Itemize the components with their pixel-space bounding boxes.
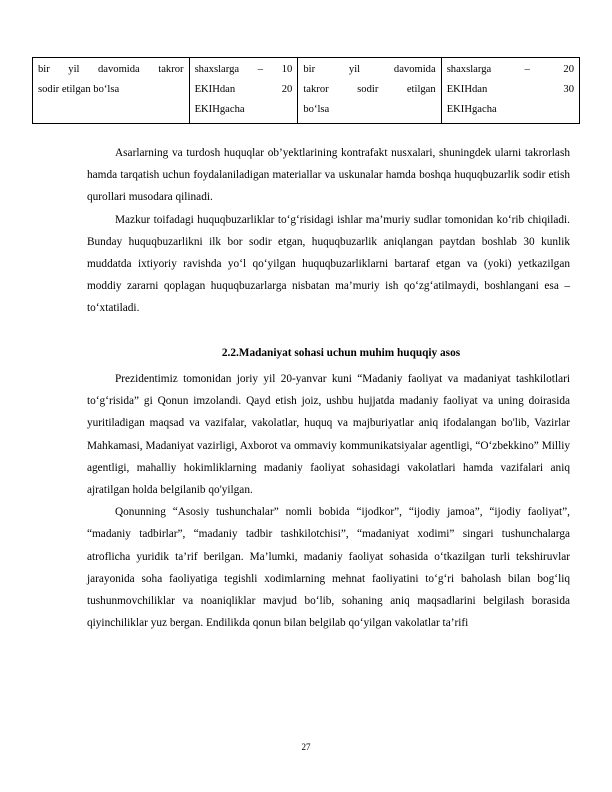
section-heading: 2.2.Madaniyat sohasi uchun muhim huquqiy asos [221,347,461,359]
paragraph: Mazkur toifadagi huquqbuzarliklar to‘g‘risidagi ishlar ma’muriy sudlar tomonidan ko‘rib chiqiladi. Bunday huquqbuzarlikni ilk bor sodir etgan, huquqbuzarlik aniqlangan paytdan boshlab 30 kunlik muddatda ixtiyoriy ravishda yo‘l qo‘yilgan huquqbuzarliklarni bartaraf etgan va (yoki) yetkazilgan moddiy zararni qoplagan huquqbuzarlarga nisbatan ma’muriy ish qo‘zg‘atilmaydi, boshlangani esa – to‘xtatiladi. [87,213,570,315]
table-cell [33,58,190,124]
cell-line: EKIHdan 30 [446,84,574,95]
table-cell [441,58,579,124]
cell-line: sodir etilgan bo‘lsa [38,84,120,95]
page-number: 27 [301,742,311,752]
paragraph: Asarlarning va turdosh huquqlar ob’yektlarining kontrafakt nusxalari, shuningdek ularni takrorlash hamda tarqatish uchun foydalaniladigan materiallar va uskunalar hamda boshqa huquqbuzarlik sodir etish qurollari musodara qilinadi. [87,147,570,204]
cell-line: bo‘lsa [303,104,330,115]
paragraph: Prezidentimiz tomonidan joriy yil 20-yanvar kuni “Madaniy faoliyat va madaniyat tashkilotlari to‘g‘risida” gi Qonun imzolandi. Qayd etish joiz, ushbu hujjatda madaniy faoliyat va uning doirasida yuritiladigan maqsad va vazifalar, vakolatlar, huquq va majburiyatlar aniq ifodalangan bo'lib, Vazirlar Mahkamasi, Madaniyat vazirligi, Axborot va ommaviy kommunikatsiyalar agentligi, “O‘zbekkino” Milliy agentligi, mahalliy hokimliklarning madaniy faoliyat sohasidagi vakolatlari hamda vazifalari aniq ajratilgan holda belgilanib qo'yilgan. [87,373,570,497]
cell-line: EKIHgacha [194,104,245,115]
paragraph: Qonunning “Asosiy tushunchalar” nomli bobida “ijodkor”, “ijodiy jamoa”, “ijodiy faoliyat”, “madaniy tadbirlar”, “madaniy tadbir tashkilotchisi”, “madaniyat xodimi” singari tushunchalarga atroflicha yuridik ta’rif berilgan. Ma’lumki, madaniy faoliyat sohasida o‘tkazilgan turli tekshiruvlar jarayonida soha faoliyatiga tegishli xodimlarning mehnat faoliyatini to‘g‘ri baholash bilan bog‘liq tushunmovchiliklar va noaniqliklar mavjud bo‘lib, sohaning aniq maqsadlarini belgilash borasida qiyinchiliklar yuz bergan. Endilikda qonun bilan belgilab qo‘yilgan vakolatlar ta’rifi [87,506,570,630]
cell-line: EKIHgacha [446,104,497,115]
table-cell [298,58,441,124]
table-row [33,58,580,124]
body-text-bottom [87,368,570,634]
cell-line: shaxslarga – 10 [194,64,293,75]
table-cell [189,58,298,124]
cell-line: shaxslarga – 20 [446,64,574,75]
cell-line: bir yil davomida [303,64,436,75]
cell-line: takror sodir etilgan [303,84,436,95]
penalty-table [32,57,580,124]
cell-line: bir yil davomida takror [38,64,184,75]
cell-line: EKIHdan 20 [194,84,293,95]
body-text-top [87,142,570,320]
